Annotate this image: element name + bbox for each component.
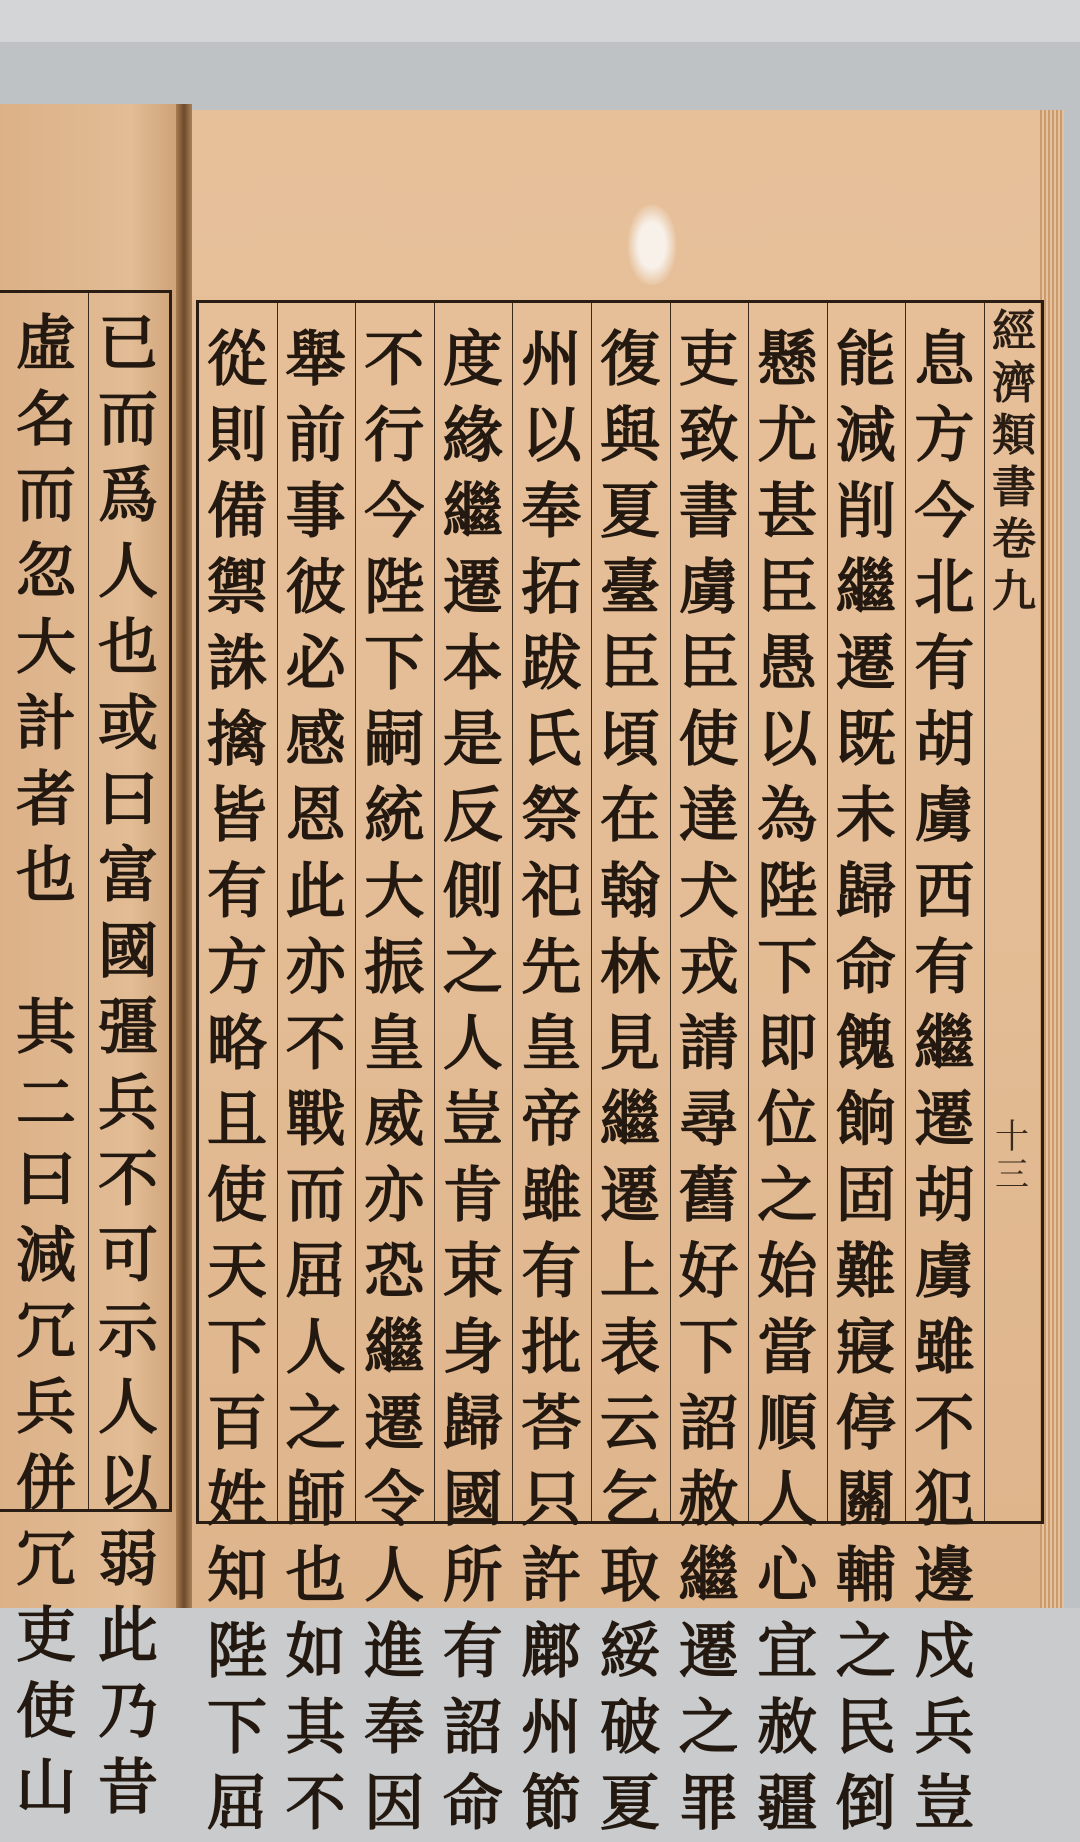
right-text-column: 息 方 今 北 有 胡 虜 西 有 繼 遷 胡 虜 雖 不 犯 邊 戍 兵 豈: [914, 325, 975, 1839]
right-text-column: 吏 致 書 虜 臣 使 達 犬 戎 請 尋 舊 好 下 詔 赦 繼 遷 之 罪: [678, 325, 739, 1839]
right-text-column: 從 則 備 禦 誅 擒 皆 有 方 略 且 使 天 下 百 姓 知 陛 下 屈: [207, 325, 267, 1839]
left-text-column: 虛 名 而 忽 大 計 者 也 其 二 曰 減 冗 兵 併 冗 吏 使 山: [16, 309, 76, 1823]
book-title-label: 經 濟 類 書 卷 九: [992, 306, 1036, 617]
right-text-column: 復 與 夏 臺 臣 頃 在 翰 林 見 繼 遷 上 表 云 乞 取 綏 破 夏: [600, 325, 660, 1839]
book-gutter: [176, 104, 192, 1608]
right-text-column: 舉 前 事 彼 必 感 恩 此 亦 不 戰 而 屈 人 之 師 也 如 其 不: [285, 325, 346, 1839]
right-text-column: 不 行 今 陛 下 嗣 統 大 振 皇 威 亦 恐 繼 遷 令 人 進 奉 因: [364, 325, 425, 1839]
paper-smudge: [628, 205, 676, 285]
column-rule: [88, 293, 89, 1509]
left-text-column: 已 而 爲 人 也 或 曰 富 國 彊 兵 不 可 示 人 以 弱 此 乃 昔: [98, 309, 158, 1823]
right-text-column: 度 緣 繼 遷 本 是 反 側 之 人 豈 肯 束 身 歸 國 所 有 詔 命: [442, 325, 503, 1839]
scanner-top-strip: [0, 0, 1080, 42]
folio-number: 十 三: [995, 1117, 1029, 1195]
right-text-column: 懸 尤 甚 臣 愚 以 為 陛 下 即 位 之 始 當 順 人 心 宜 赦 疆: [757, 325, 818, 1839]
right-text-column: 州 以 奉 拓 跋 氏 祭 祀 先 皇 帝 雖 有 批 荅 只 許 鄜 州 節: [521, 325, 582, 1839]
right-text-column: 能 減 削 繼 遷 既 未 歸 命 餽 餉 固 難 寢 停 關 輔 之 民 倒: [835, 325, 896, 1839]
